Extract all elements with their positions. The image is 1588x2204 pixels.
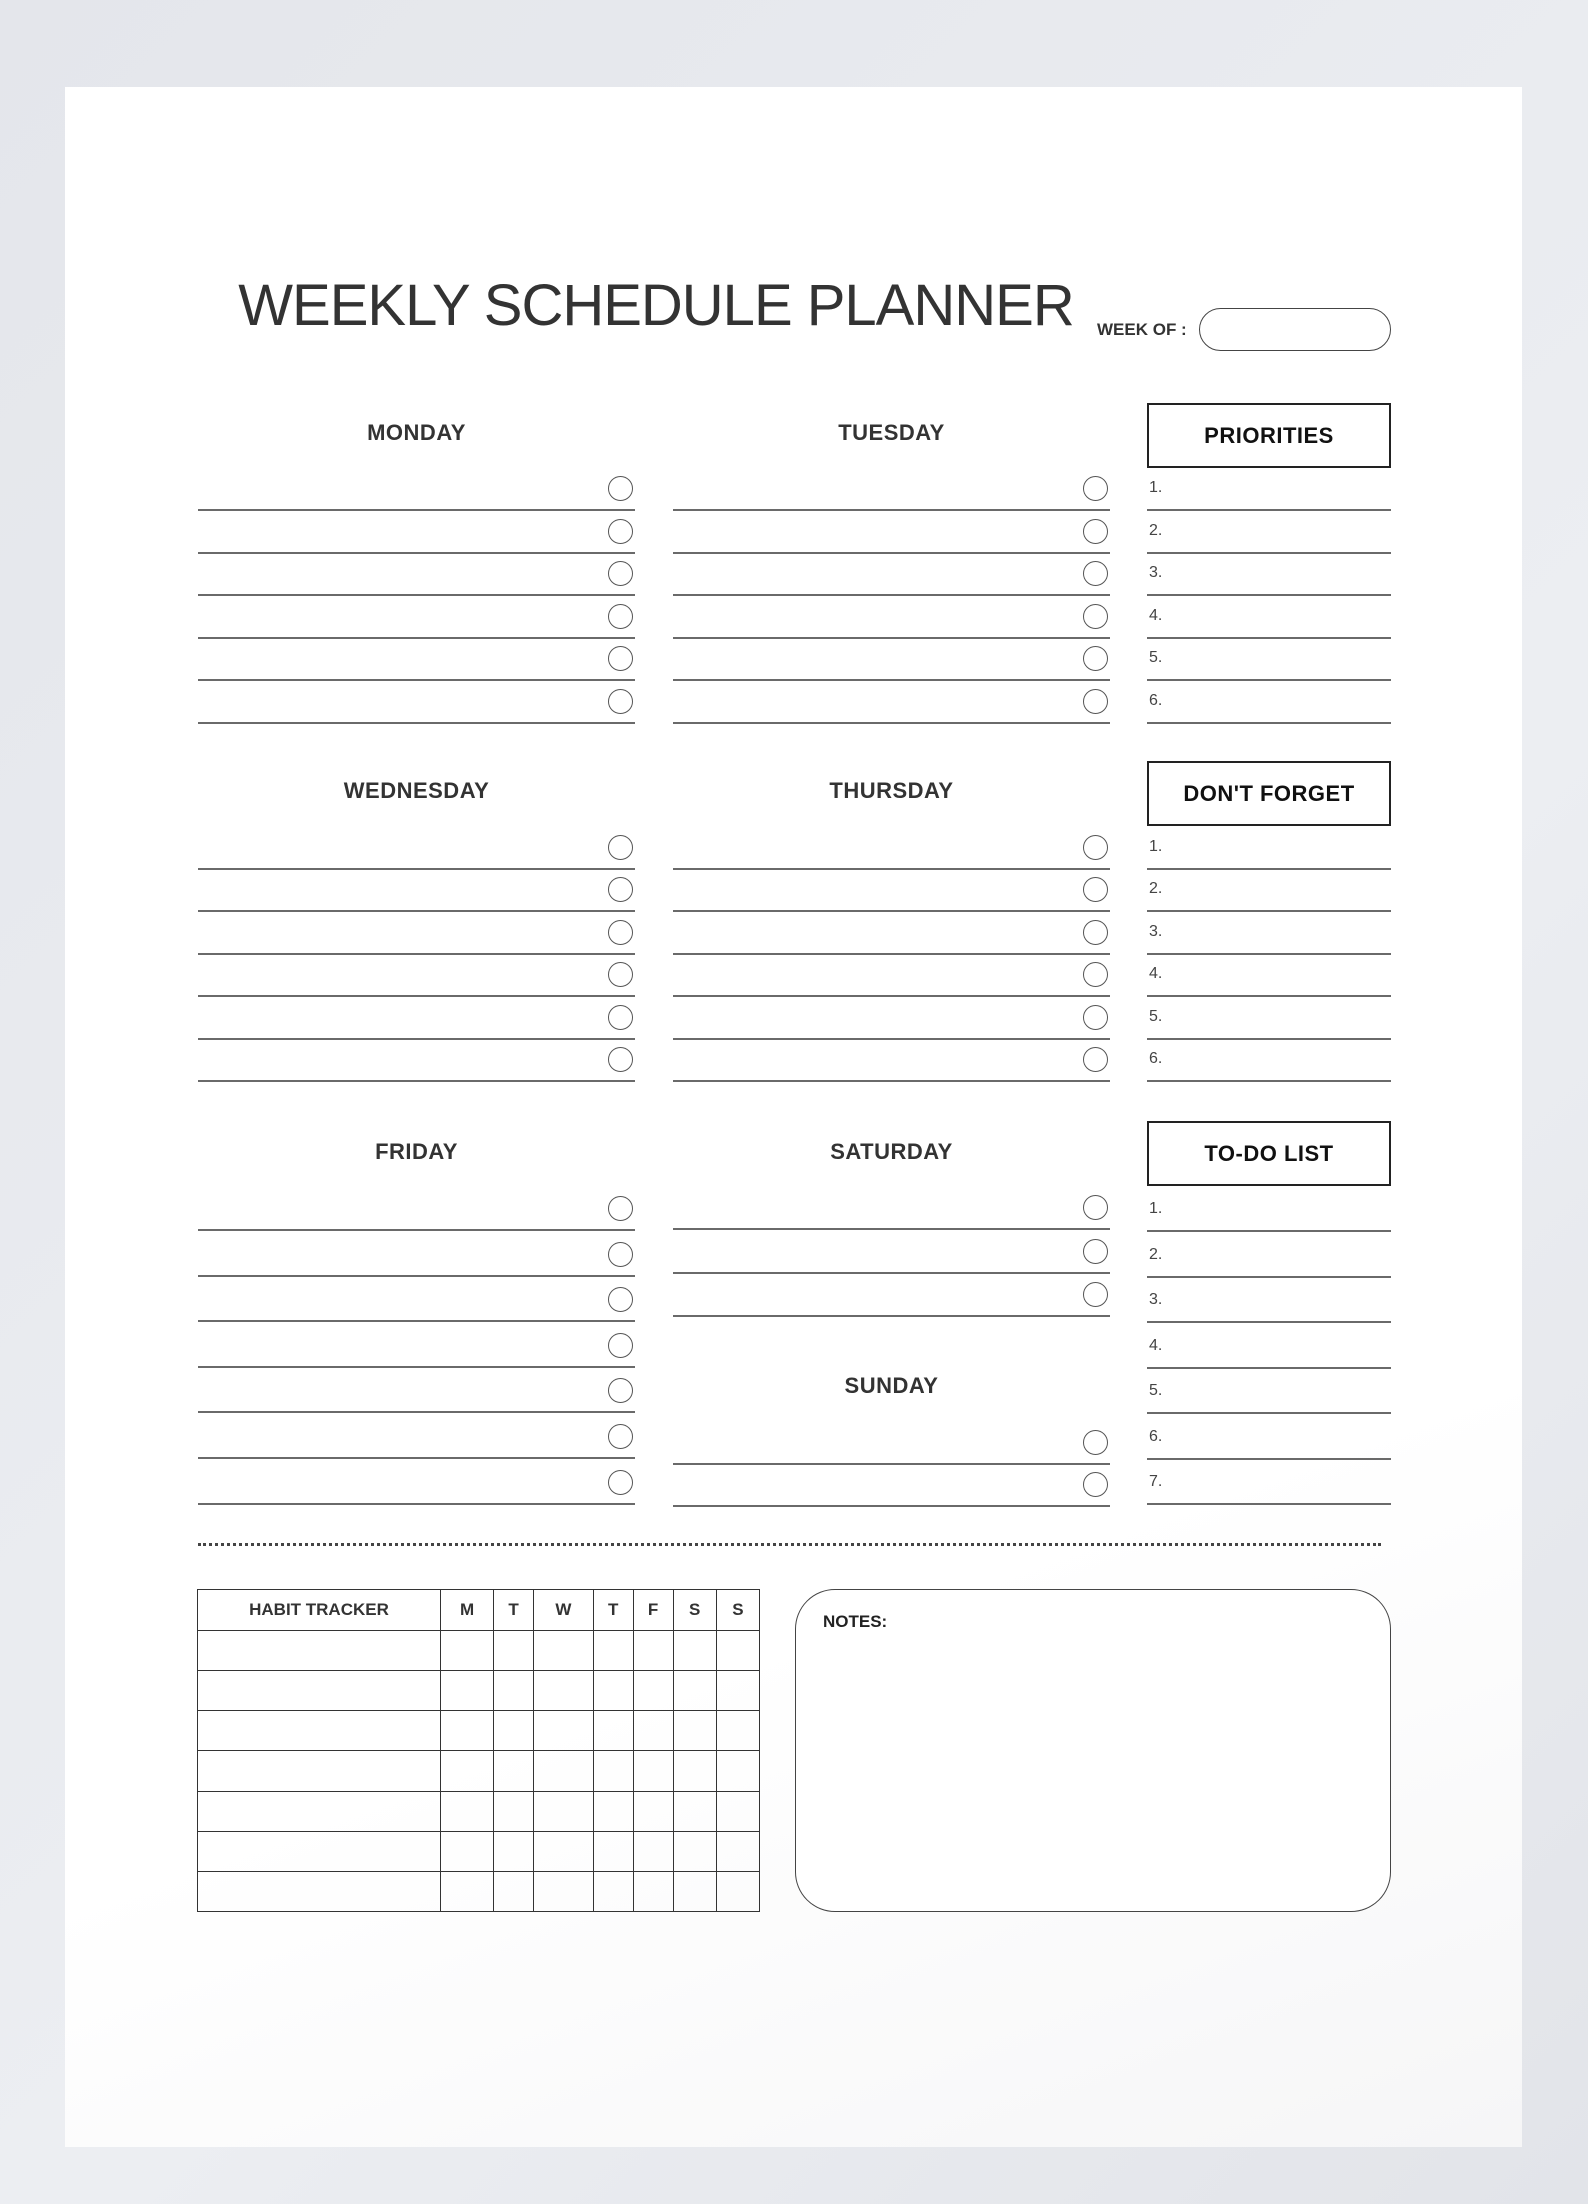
habit-check-cell[interactable]: [673, 1871, 716, 1911]
habit-name-cell[interactable]: [198, 1711, 441, 1751]
monday-heading: MONDAY: [367, 420, 466, 445]
thursday-task-checkbox[interactable]: [1083, 835, 1108, 860]
habit-check-cell[interactable]: [633, 1671, 673, 1711]
thursday-task-checkbox[interactable]: [1083, 920, 1108, 945]
habit-check-cell[interactable]: [534, 1711, 594, 1751]
monday-task-checkbox[interactable]: [608, 476, 633, 501]
habit-day-header: M: [441, 1590, 494, 1631]
friday-task-line[interactable]: [198, 1503, 635, 1505]
monday-task-line[interactable]: [198, 722, 635, 724]
wednesday-heading: WEDNESDAY: [343, 778, 490, 803]
week-of-label: WEEK OF :: [1097, 320, 1187, 339]
habit-check-cell[interactable]: [716, 1751, 759, 1791]
monday-task-line[interactable]: [198, 552, 635, 554]
saturday-task-checkbox[interactable]: [1083, 1239, 1108, 1264]
notes-label: NOTES:: [823, 1612, 888, 1631]
habit-check-cell[interactable]: [534, 1751, 594, 1791]
todo-item-number: 2.: [1149, 1245, 1163, 1263]
priorities-item-number: 2.: [1149, 521, 1163, 539]
priorities-item-line[interactable]: [1147, 552, 1391, 554]
tuesday-task-checkbox[interactable]: [1083, 689, 1108, 714]
saturday-task-line[interactable]: [673, 1228, 1110, 1230]
dont-forget-item-number: 6.: [1149, 1050, 1163, 1067]
sunday-task-line[interactable]: [673, 1505, 1110, 1507]
priorities-item-number: 1.: [1149, 479, 1163, 496]
habit-check-cell[interactable]: [494, 1711, 534, 1751]
todo-item-number: 7.: [1149, 1473, 1163, 1490]
thursday-task-line[interactable]: [673, 910, 1110, 912]
sunday-heading: SUNDAY: [844, 1373, 939, 1398]
friday-task-line[interactable]: [198, 1411, 635, 1413]
priorities-item-number: 6.: [1149, 692, 1163, 709]
dont-forget-item-line[interactable]: [1147, 1038, 1391, 1040]
habit-row: [198, 1791, 760, 1831]
todo-item-number: 4.: [1149, 1336, 1163, 1354]
friday-heading: FRIDAY: [375, 1139, 458, 1164]
monday-task-line[interactable]: [198, 594, 635, 596]
dont-forget-item-line[interactable]: [1147, 910, 1391, 912]
friday-task-line[interactable]: [198, 1457, 635, 1459]
todo-item-number: 1.: [1149, 1200, 1163, 1217]
saturday-task-checkbox[interactable]: [1083, 1195, 1108, 1220]
habit-check-cell[interactable]: [593, 1711, 633, 1751]
wednesday-task-line[interactable]: [198, 995, 635, 997]
habit-check-cell[interactable]: [534, 1631, 594, 1671]
todo-item-line[interactable]: [1147, 1321, 1391, 1323]
habit-check-cell[interactable]: [716, 1871, 759, 1911]
habit-check-cell[interactable]: [633, 1711, 673, 1751]
habit-name-cell[interactable]: [198, 1751, 441, 1791]
habit-check-cell[interactable]: [534, 1791, 594, 1831]
habit-check-cell[interactable]: [441, 1831, 494, 1871]
habit-check-cell[interactable]: [441, 1751, 494, 1791]
priorities-item-line[interactable]: [1147, 509, 1391, 511]
wednesday-task-line[interactable]: [198, 868, 635, 870]
habit-row: [198, 1631, 760, 1671]
thursday-task-line[interactable]: [673, 1038, 1110, 1040]
monday-task-line[interactable]: [198, 679, 635, 681]
thursday-task-checkbox[interactable]: [1083, 1005, 1108, 1030]
sunday-task-line[interactable]: [673, 1463, 1110, 1465]
habit-name-cell[interactable]: [198, 1871, 441, 1911]
habit-check-cell[interactable]: [441, 1791, 494, 1831]
habit-row: [198, 1751, 760, 1791]
habit-day-header: T: [494, 1590, 534, 1631]
habit-check-cell[interactable]: [494, 1831, 534, 1871]
habit-check-cell[interactable]: [441, 1871, 494, 1911]
habit-check-cell[interactable]: [534, 1831, 594, 1871]
habit-check-cell[interactable]: [673, 1711, 716, 1751]
habit-check-cell[interactable]: [716, 1831, 759, 1871]
dont-forget-item-number: 5.: [1149, 1007, 1163, 1025]
dont-forget-item-line[interactable]: [1147, 953, 1391, 955]
habit-name-cell[interactable]: [198, 1671, 441, 1711]
habit-check-cell[interactable]: [673, 1671, 716, 1711]
wednesday-task-line[interactable]: [198, 910, 635, 912]
friday-task-checkbox[interactable]: [608, 1470, 633, 1495]
priorities-item-line[interactable]: [1147, 679, 1391, 681]
dont-forget-item-line[interactable]: [1147, 1080, 1391, 1082]
week-of-field[interactable]: [1199, 308, 1391, 351]
priorities-item-number: 3.: [1149, 564, 1163, 582]
saturday-heading: SATURDAY: [830, 1139, 953, 1164]
todo-item-line[interactable]: [1147, 1276, 1391, 1278]
dont-forget-item-number: 3.: [1149, 922, 1163, 940]
friday-task-line[interactable]: [198, 1366, 635, 1368]
habit-row: [198, 1871, 760, 1911]
habit-check-cell[interactable]: [593, 1671, 633, 1711]
habit-check-cell[interactable]: [633, 1791, 673, 1831]
friday-task-line[interactable]: [198, 1275, 635, 1277]
thursday-heading: THURSDAY: [829, 778, 954, 803]
tuesday-task-checkbox[interactable]: [1083, 604, 1108, 629]
monday-task-line[interactable]: [198, 637, 635, 639]
thursday-task-line[interactable]: [673, 1080, 1110, 1082]
monday-task-line[interactable]: [198, 509, 635, 511]
dont-forget-header: DON'T FORGET: [1147, 761, 1391, 826]
priorities-item-line[interactable]: [1147, 637, 1391, 639]
friday-task-checkbox[interactable]: [608, 1242, 633, 1267]
habit-check-cell[interactable]: [633, 1751, 673, 1791]
dont-forget-item-number: 1.: [1149, 838, 1163, 855]
habit-day-header: S: [673, 1590, 716, 1631]
wednesday-task-checkbox[interactable]: [608, 1047, 633, 1072]
habit-check-cell[interactable]: [633, 1871, 673, 1911]
priorities-header: PRIORITIES: [1147, 403, 1391, 468]
todo-item-line[interactable]: [1147, 1230, 1391, 1232]
wednesday-task-line[interactable]: [198, 953, 635, 955]
habit-check-cell[interactable]: [534, 1671, 594, 1711]
habit-check-cell[interactable]: [441, 1671, 494, 1711]
habit-day-header: W: [534, 1590, 594, 1631]
thursday-task-checkbox[interactable]: [1083, 1047, 1108, 1072]
thursday-task-line[interactable]: [673, 995, 1110, 997]
monday-task-checkbox[interactable]: [608, 604, 633, 629]
todo-item-number: 6.: [1149, 1427, 1163, 1445]
todo-item-line[interactable]: [1147, 1412, 1391, 1414]
tuesday-task-line[interactable]: [673, 552, 1110, 554]
habit-check-cell[interactable]: [593, 1831, 633, 1871]
habit-check-cell[interactable]: [534, 1871, 594, 1911]
habit-name-cell[interactable]: [198, 1831, 441, 1871]
friday-task-checkbox[interactable]: [608, 1424, 633, 1449]
thursday-task-line[interactable]: [673, 953, 1110, 955]
habit-name-cell[interactable]: [198, 1791, 441, 1831]
monday-task-checkbox[interactable]: [608, 689, 633, 714]
habit-check-cell[interactable]: [494, 1751, 534, 1791]
tuesday-task-line[interactable]: [673, 722, 1110, 724]
tuesday-task-line[interactable]: [673, 594, 1110, 596]
sunday-task-checkbox[interactable]: [1083, 1430, 1108, 1455]
page-title: WEEKLY SCHEDULE PLANNER: [238, 273, 1074, 338]
habit-row: [198, 1831, 760, 1871]
habit-check-cell[interactable]: [593, 1751, 633, 1791]
wednesday-task-line[interactable]: [198, 1080, 635, 1082]
dotted-divider: [198, 1543, 1381, 1546]
dont-forget-item-number: 2.: [1149, 880, 1163, 898]
habit-check-cell[interactable]: [673, 1791, 716, 1831]
saturday-task-checkbox[interactable]: [1083, 1282, 1108, 1307]
priorities-item-line[interactable]: [1147, 722, 1391, 724]
habit-check-cell[interactable]: [716, 1631, 759, 1671]
habit-check-cell[interactable]: [673, 1631, 716, 1671]
habit-check-cell[interactable]: [716, 1671, 759, 1711]
todo-header: TO-DO LIST: [1147, 1121, 1391, 1186]
habit-check-cell[interactable]: [673, 1751, 716, 1791]
tuesday-task-line[interactable]: [673, 679, 1110, 681]
habit-check-cell[interactable]: [716, 1711, 759, 1751]
priorities-item-number: 4.: [1149, 606, 1163, 624]
saturday-task-line[interactable]: [673, 1315, 1110, 1317]
friday-task-checkbox[interactable]: [608, 1333, 633, 1358]
todo-item-number: 3.: [1149, 1291, 1163, 1308]
habit-day-header: F: [633, 1590, 673, 1631]
todo-item-line[interactable]: [1147, 1503, 1391, 1505]
friday-task-line[interactable]: [198, 1229, 635, 1231]
thursday-task-line[interactable]: [673, 868, 1110, 870]
habit-check-cell[interactable]: [494, 1871, 534, 1911]
habit-check-cell[interactable]: [593, 1631, 633, 1671]
habit-day-header: S: [716, 1590, 759, 1631]
habit-name-cell[interactable]: [198, 1631, 441, 1671]
wednesday-task-checkbox[interactable]: [608, 920, 633, 945]
habit-row: [198, 1671, 760, 1711]
tuesday-heading: TUESDAY: [838, 420, 945, 445]
wednesday-task-line[interactable]: [198, 1038, 635, 1040]
habit-tracker-title: HABIT TRACKER: [198, 1590, 441, 1631]
habit-day-header: T: [593, 1590, 633, 1631]
habit-check-cell[interactable]: [494, 1791, 534, 1831]
dont-forget-item-line[interactable]: [1147, 995, 1391, 997]
sunday-task-checkbox[interactable]: [1083, 1472, 1108, 1497]
habit-tracker-table: [197, 1589, 760, 1912]
todo-item-line[interactable]: [1147, 1458, 1391, 1460]
tuesday-task-checkbox[interactable]: [1083, 519, 1108, 544]
wednesday-task-checkbox[interactable]: [608, 1005, 633, 1030]
priorities-item-number: 5.: [1149, 649, 1163, 667]
habit-check-cell[interactable]: [494, 1631, 534, 1671]
friday-task-line[interactable]: [198, 1320, 635, 1322]
habit-row: [198, 1711, 760, 1751]
dont-forget-item-line[interactable]: [1147, 868, 1391, 870]
tuesday-task-line[interactable]: [673, 637, 1110, 639]
todo-item-line[interactable]: [1147, 1367, 1391, 1369]
notes-box[interactable]: [795, 1589, 1391, 1912]
friday-task-checkbox[interactable]: [608, 1196, 633, 1221]
habit-check-cell[interactable]: [716, 1791, 759, 1831]
tuesday-task-line[interactable]: [673, 509, 1110, 511]
saturday-task-line[interactable]: [673, 1272, 1110, 1274]
todo-item-number: 5.: [1149, 1382, 1163, 1399]
wednesday-task-checkbox[interactable]: [608, 835, 633, 860]
tuesday-task-checkbox[interactable]: [1083, 476, 1108, 501]
habit-check-cell[interactable]: [633, 1631, 673, 1671]
habit-check-cell[interactable]: [593, 1871, 633, 1911]
habit-check-cell[interactable]: [494, 1671, 534, 1711]
habit-check-cell[interactable]: [633, 1831, 673, 1871]
habit-check-cell[interactable]: [593, 1791, 633, 1831]
dont-forget-item-number: 4.: [1149, 965, 1163, 983]
habit-check-cell[interactable]: [441, 1711, 494, 1751]
habit-check-cell[interactable]: [673, 1831, 716, 1871]
habit-check-cell[interactable]: [441, 1631, 494, 1671]
priorities-item-line[interactable]: [1147, 594, 1391, 596]
monday-task-checkbox[interactable]: [608, 519, 633, 544]
